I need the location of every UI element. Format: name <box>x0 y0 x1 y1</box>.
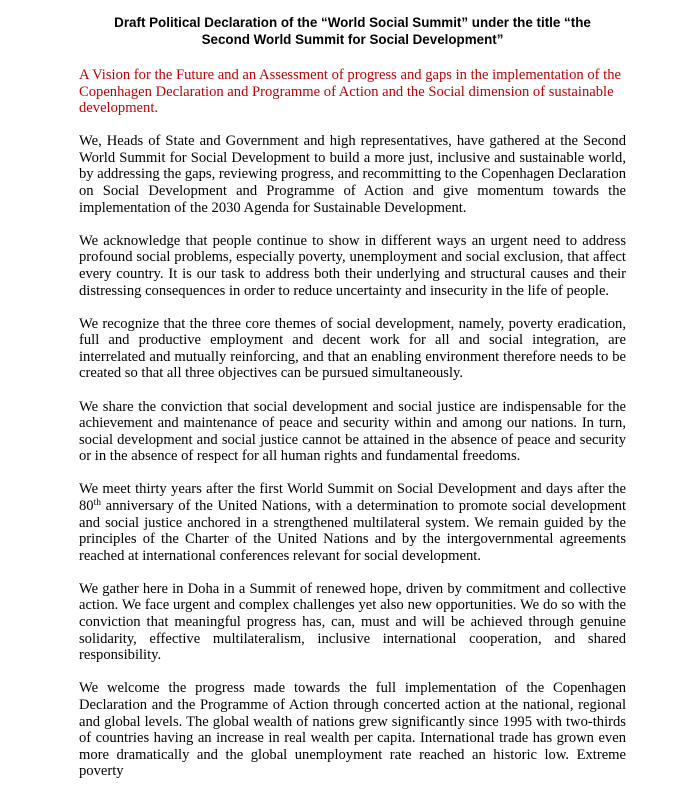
paragraph-5 <box>79 481 626 564</box>
paragraph-5-text-start: We meet thirty years after the first World Summit on Social Development and days after the 80 <box>79 481 626 514</box>
paragraph-7: We welcome the progress made towards the full implementation of the Copenhagen Declaration and the Programme of Action through concerted action at the national, regional and global levels. The global wealth of nations grew significantly since 1995 with two-thirds of countries having an increase in real wealth per capita. International trade has grown even more dramatically and the global unemployment rate reached an historic low. Extreme poverty <box>79 680 626 780</box>
document-title-line-2: Second World Summit for Social Development” <box>201 32 504 47</box>
paragraph-3: We recognize that the three core themes of social development, namely, poverty eradication, full and productive employment and decent work for all and social integration, are interrelated and mutually reinforcing, and that an enabling environment therefore needs to be created so that all three objectives can be pursued simultaneously. <box>79 315 626 382</box>
paragraph-2: We acknowledge that people continue to show in different ways an urgent need to address profound social problems, especially poverty, unemployment and social exclusion, that affect every country. It is our task to address both their underlying and structural causes and their distressing consequences in order to reduce uncertainty and insecurity in the life of people. <box>79 232 626 299</box>
paragraph-6: We gather here in Doha in a Summit of renewed hope, driven by commitment and collective action. We face urgent and complex challenges yet also new opportunities. We do so with the conviction that meaningful progress has, can, must and will be achieved through genuine solidarity, effective multilateralism, inclusive international cooperation, and shared responsibility. <box>79 580 626 664</box>
ordinal-suffix: th <box>93 497 101 508</box>
document-title-line-1: Draft Political Declaration of the “World Social Summit” under the title “the <box>114 15 591 30</box>
paragraph-5-text-end: anniversary of the United Nations, with a determination to promote social development and social justice anchored in a strengthened multilateral system. We remain guided by the principles of the Charter of the United Nations and by the intergovernmental agreements reached at international conferences relevant for social development. <box>79 497 626 564</box>
paragraph-4: We share the conviction that social development and social justice are indispensable for the achievement and maintenance of peace and security within and among our nations. In turn, social development and social justice cannot be attained in the absence of peace and security or in the absence of respect for all human rights and fundamental freedoms. <box>79 398 626 465</box>
paragraph-1: We, Heads of State and Government and high representatives, have gathered at the Second World Summit for Social Development to build a more just, inclusive and sustainable world, by addressing the gaps, reviewing progress, and recommitting to the Copenhagen Declaration on Social Development and Programme of Action and give momentum towards the implementation of the 2030 Agenda for Sustainable Development. <box>79 133 626 216</box>
document-title <box>79 14 626 48</box>
document-subtitle: A Vision for the Future and an Assessment of progress and gaps in the implementation of the Copenhagen Declaration and Programme of Action and the Social dimension of sustainable development. <box>79 67 621 117</box>
